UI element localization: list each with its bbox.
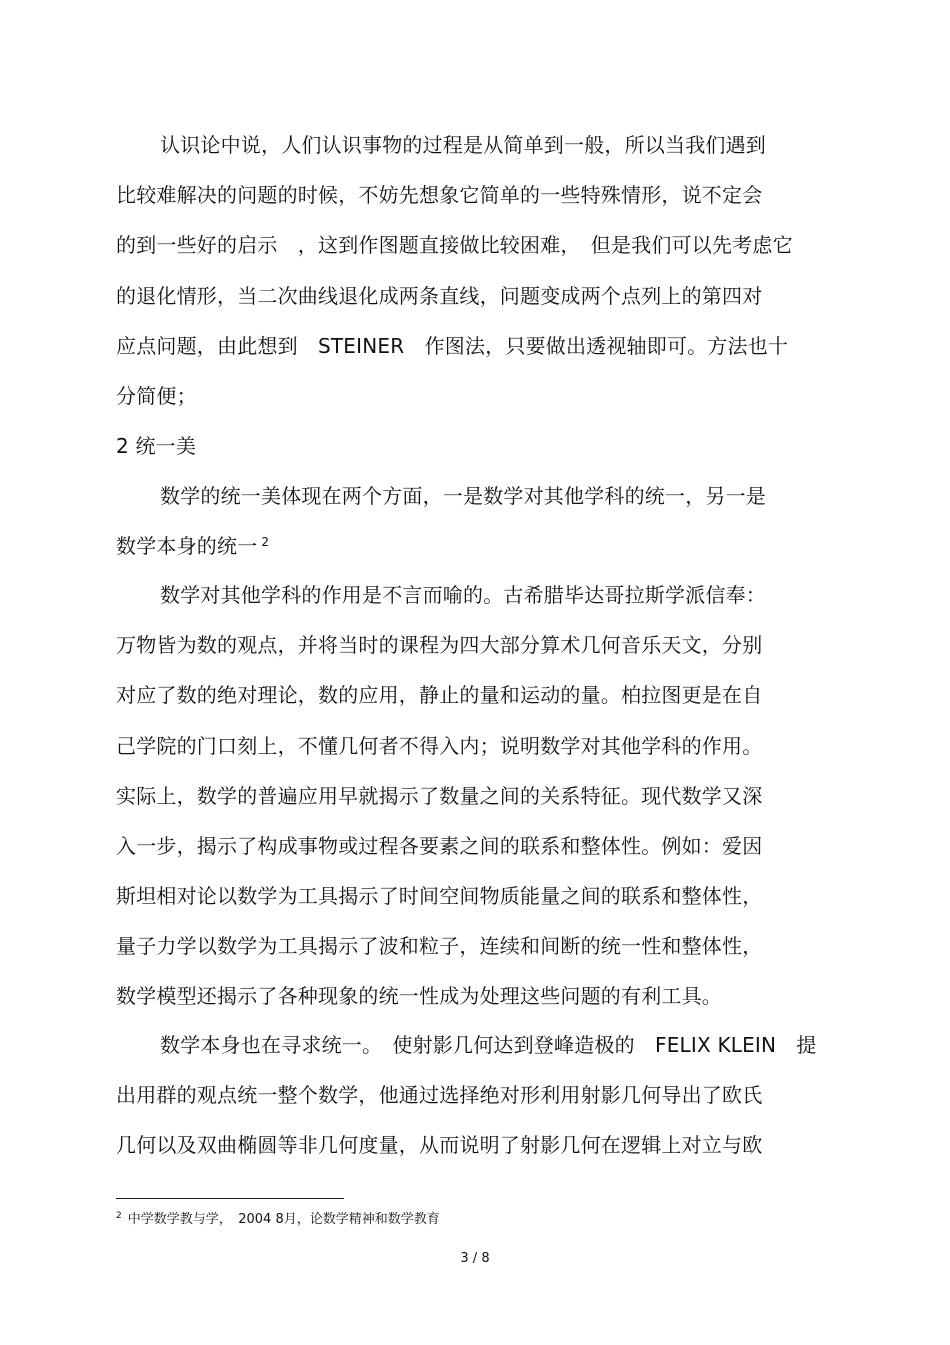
body-text-line: 应点问题，由此想到 STEINER 作图法，只要做出透视轴即可。方法也十 — [116, 334, 789, 358]
body-text-line — [116, 533, 269, 562]
body-text-line: 的退化情形，当二次曲线退化成两条直线，问题变成两个点列上的第四对 — [116, 284, 763, 308]
body-text-line: 比较难解决的问题的时候，不妨先想象它简单的一些特殊情形，说不定会 — [116, 183, 763, 207]
page-number: 3 / 8 — [460, 1251, 490, 1266]
body-text-line: 数学本身也在寻求统一。 使射影几何达到登峰造极的 FELIX KLEIN 提 — [160, 1033, 817, 1057]
body-text-line: 分简便； — [116, 384, 197, 408]
footnote-mark: 2 — [116, 1211, 122, 1221]
footnote — [116, 1211, 440, 1230]
footnote-reference: 2 — [261, 535, 270, 549]
body-text-line: 斯坦相对论以数学为工具揭示了时间空间物质能量之间的联系和整体性， — [116, 884, 763, 908]
body-text-line: 量子力学以数学为工具揭示了波和粒子，连续和间断的统一性和整体性， — [116, 934, 763, 958]
body-text-line: 对应了数的绝对理论，数的应用，静止的量和运动的量。柏拉图更是在自 — [116, 683, 763, 707]
body-text-line: 己学院的门口刻上，不懂几何者不得入内；说明数学对其他学科的作用。 — [116, 734, 763, 758]
body-text-line: 入一步，揭示了构成事物或过程各要素之间的联系和整体性。例如：爱因 — [116, 834, 763, 858]
footnote-text: 中学数学教与学， 2004 8月，论数学精神和数学教育 — [127, 1212, 440, 1227]
footnote-divider — [116, 1198, 344, 1199]
body-text-line: 数学的统一美体现在两个方面，一是数学对其他学科的统一，另一是 — [160, 484, 766, 508]
body-text-line: 万物皆为数的观点，并将当时的课程为四大部分算术几何音乐天文，分别 — [116, 633, 763, 657]
body-text-line: 实际上，数学的普遍应用早就揭示了数量之间的关系特征。现代数学又深 — [116, 784, 763, 808]
body-text-line: 数学对其他学科的作用是不言而喻的。古希腊毕达哥拉斯学派信奉： — [160, 583, 766, 607]
section-heading: 2 统一美 — [116, 434, 197, 458]
body-text-line: 的到一些好的启示 ，这到作图题直接做比较困难， 但是我们可以先考虑它 — [116, 233, 793, 257]
body-text-line: 几何以及双曲椭圆等非几何度量，从而说明了射影几何在逻辑上对立与欧 — [116, 1133, 763, 1157]
body-text-line: 出用群的观点统一整个数学，他通过选择绝对形利用射影几何导出了欧氏 — [116, 1083, 763, 1107]
body-text-line: 认识论中说，人们认识事物的过程是从简单到一般，所以当我们遇到 — [160, 133, 766, 157]
body-text-line: 数学模型还揭示了各种现象的统一性成为处理这些问题的有利工具。 — [116, 984, 722, 1008]
body-text-fragment: 数学本身的统一 — [116, 534, 258, 558]
